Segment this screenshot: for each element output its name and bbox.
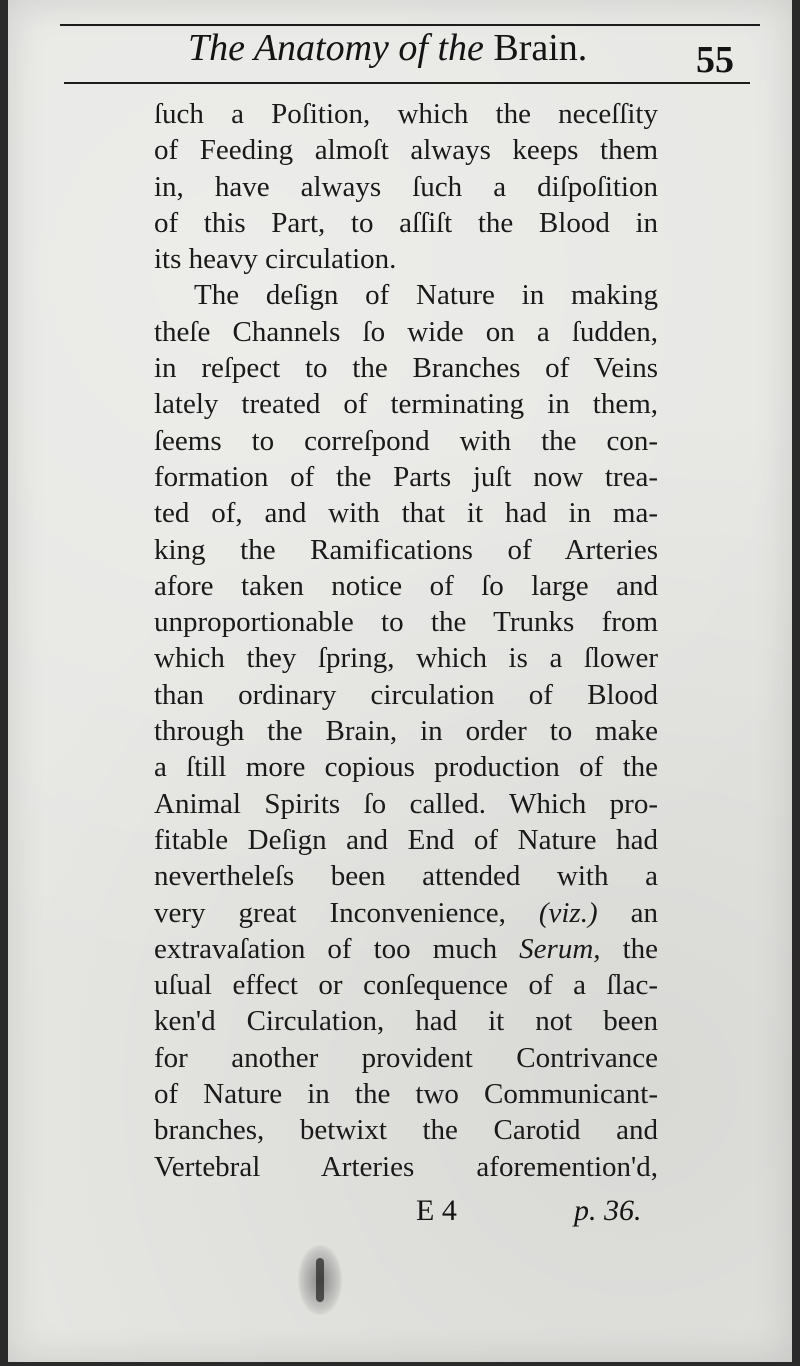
text-line: of Nature in the two Communicant- (154, 1078, 658, 1111)
page-number: 55 (696, 39, 734, 81)
text-line: ted of, and with that it had in ma- (154, 497, 658, 530)
text-line: uſual effect or conſequence of a ſlac- (154, 969, 658, 1002)
catchword: p. 36. (574, 1194, 642, 1227)
text-line: Vertebral Arteries aforemention'd, (154, 1150, 658, 1183)
text-line: neverthelеſs been attended with a (154, 860, 658, 893)
text-line: Animal Spirits ſo called. Which pro- (154, 787, 658, 820)
text-line: ſeems to correſpond with the con- (154, 424, 658, 457)
body-text (154, 96, 658, 1185)
text-line: in, have always ſuch a diſpoſition (154, 170, 658, 203)
text-line: ken'd Circulation, had it not been (154, 1005, 658, 1038)
text-line: fitable Deſign and End of Nature had (154, 823, 658, 856)
text-line: of this Part, to aſſiſt the Blood in (154, 206, 658, 239)
text-line: formation of the Parts juſt now trea- (154, 460, 658, 493)
text-line: lately treated of terminating in them, (154, 388, 658, 421)
italic-viz: (viz.) (538, 896, 598, 929)
text-line: of Feeding almoſt always keeps them (154, 134, 658, 167)
text-line: The deſign of Nature in making (194, 279, 658, 312)
text-line: which they ſpring, which is a ſlower (154, 642, 658, 675)
text-segment: an (597, 896, 658, 929)
text-line: king the Ramifications of Arteries (154, 533, 658, 566)
text-line: through the Brain, in order to make (154, 715, 658, 748)
text-line: a ſtill more copious production of the (154, 751, 658, 784)
text-line: afore taken notice of ſo large and (154, 569, 658, 602)
text-segment: very great Inconvenience, (154, 896, 539, 929)
text-line: branches, betwixt the Carotid and (154, 1114, 658, 1147)
running-head-roman: Brain. (493, 27, 588, 69)
signature-mark: E 4 (416, 1194, 457, 1227)
running-head-italic: The Anatomy of the (188, 27, 494, 69)
text-line: theſe Channels ſo wide on a ſudden, (154, 315, 658, 348)
text-line: than ordinary circulation of Blood (154, 678, 658, 711)
text-segment: extravaſation of too much (154, 932, 520, 965)
text-line: ſuch a Poſition, which the neceſſity (154, 98, 658, 130)
italic-serum: Serum, (519, 932, 601, 965)
text-segment: the (600, 932, 658, 965)
binding-thread (316, 1258, 324, 1302)
header-rule-bottom (64, 82, 750, 84)
text-line: in reſpect to the Branches of Veins (154, 352, 658, 385)
text-line: for another provident Contrivance (154, 1041, 658, 1074)
book-page (8, 0, 792, 1362)
text-line-viz (154, 895, 658, 931)
text-line: unproportionable to the Trunks from (154, 606, 658, 639)
text-line-serum (154, 931, 658, 967)
running-head (188, 26, 628, 70)
text-line: its heavy circulation. (154, 243, 397, 276)
